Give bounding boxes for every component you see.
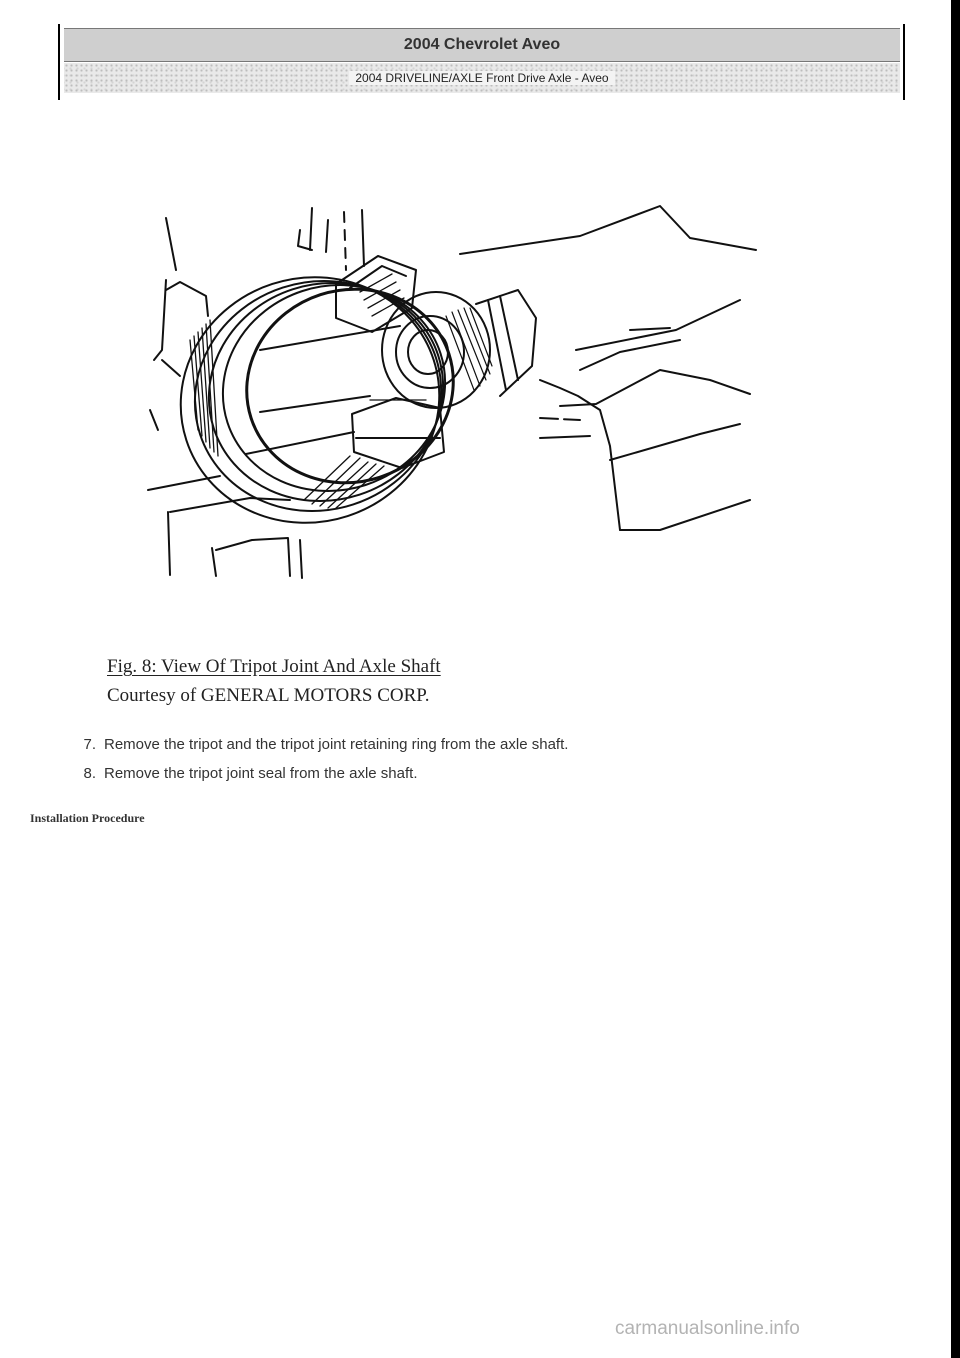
step-item [70, 765, 417, 782]
step-text: Remove the tripot joint seal from the axle shaft. [104, 765, 418, 782]
tripot-joint-illustration [140, 200, 760, 590]
step-number: 8. [83, 765, 96, 782]
step-text: Remove the tripot and the tripot joint retaining ring from the axle shaft. [104, 736, 569, 753]
page-border-left [58, 24, 60, 100]
figure-caption-credit: Courtesy of GENERAL MOTORS CORP. [107, 685, 430, 706]
figure-caption-title: Fig. 8: View Of Tripot Joint And Axle Shaft [107, 656, 441, 677]
page-border-right-top [903, 24, 905, 100]
watermark: carmanualsonline.info [615, 1318, 800, 1339]
page-border-right [951, 0, 960, 1358]
page-subtitle-bar [64, 63, 900, 93]
page-subtitle: 2004 DRIVELINE/AXLE Front Drive Axle - Aveo [349, 71, 614, 85]
section-heading: Installation Procedure [30, 811, 145, 825]
step-number: 7. [83, 736, 96, 753]
page-title: 2004 Chevrolet Aveo [64, 28, 900, 62]
step-item [70, 736, 568, 753]
